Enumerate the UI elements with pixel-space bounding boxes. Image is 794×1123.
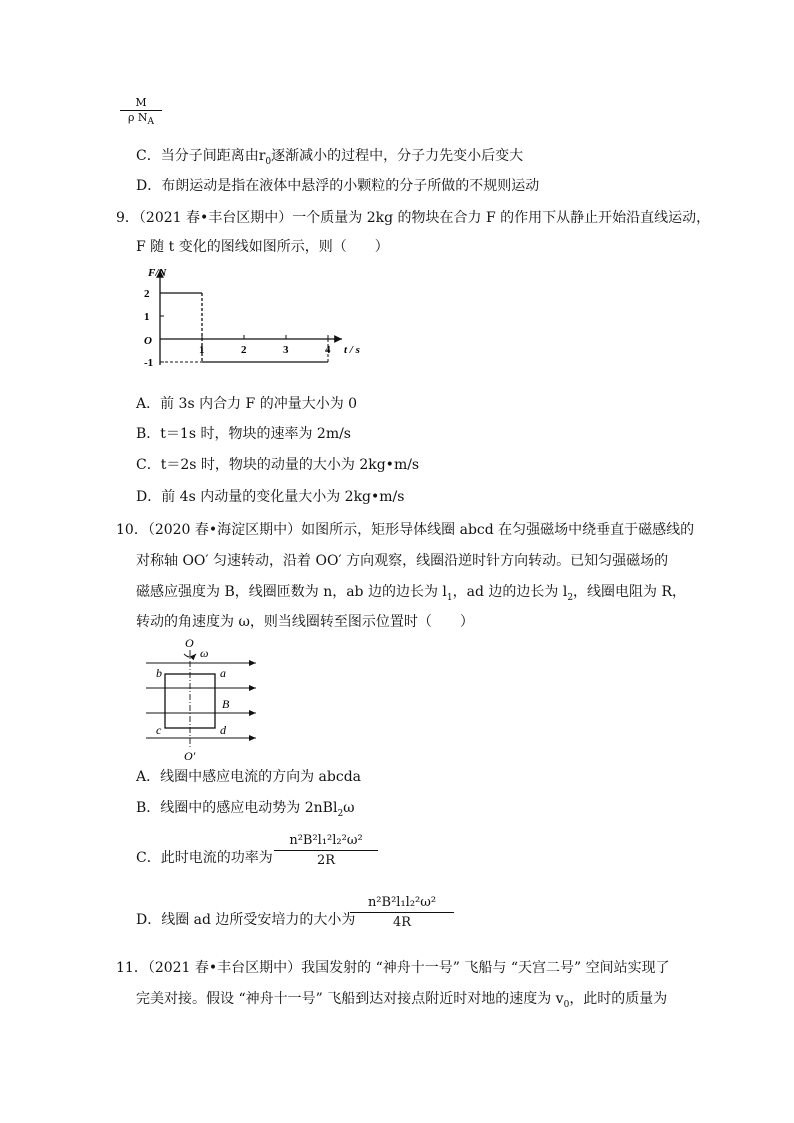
y-tick-label: 2 (144, 288, 150, 300)
x-tick-label: 3 (283, 344, 289, 356)
q9-option-d: D．前 4s 内动量的变化量大小为 2kg•m/s (136, 489, 405, 505)
label-B: B (222, 697, 230, 711)
q10-option-d-fraction (350, 895, 454, 930)
q10-stem-line3: 磁感应强度为 B，线圈匝数为 n，ab 边的边长为 $l_1$，ad 边的边长为 $l_2$，线圈电阻为 R， (136, 584, 687, 603)
top-fraction (120, 96, 162, 129)
q10-stem-line1: 10．（2020 春•海淀区期中）如图所示，矩形导体线圈 abcd 在匀强磁场中绕垂直于磁感线的 (116, 522, 695, 538)
coil-diagram (140, 636, 264, 764)
q10-option-d: D．线圈 ad 边所受安培力的大小为 (136, 912, 356, 928)
q10-option-a: A．线圈中感应电流的方向为 abcda (136, 769, 362, 785)
x-tick-label: 4 (325, 344, 331, 356)
label-omega: ω (200, 646, 209, 660)
y-tick-label: 1 (144, 311, 150, 323)
x-tick-label: 2 (241, 344, 247, 356)
label-b: b (156, 666, 162, 680)
y-tick-label: -1 (144, 357, 154, 369)
q9-option-c: C．t＝2s 时，物块的动量的大小为 2kg•m/s (136, 457, 420, 473)
q8-option-d: D．布朗运动是指在液体中悬浮的小颗粒的分子所做的不规则运动 (136, 178, 540, 194)
q9-option-a: A．前 3s 内合力 F 的冲量大小为 0 (136, 396, 358, 412)
fraction-numerator: n²B²l₁²l₂²ω² (274, 833, 378, 851)
y-axis-label: F/N (148, 267, 167, 279)
top-fraction-denominator: ρ $N_A$ (127, 111, 155, 128)
q9-stem-line1: 9．（2021 春•丰台区期中）一个质量为 2kg 的物块在合力 F 的作用下从静止开始沿直线运动， (116, 210, 711, 226)
label-a: a (220, 666, 226, 680)
x-tick-label: 1 (199, 344, 205, 356)
q9-stem-line2: F 随 t 变化的图线如图所示，则（ ） (136, 239, 389, 255)
force-time-chart (138, 264, 362, 374)
label-c: c (156, 723, 162, 737)
fraction-numerator: n²B²l₁l₂²ω² (350, 895, 454, 913)
fraction-denominator: 4R (392, 915, 412, 930)
label-o-bottom: O′ (184, 749, 196, 763)
q11-stem-line2: 完美对接。假设 “神舟十一号” 飞船到达对接点附近时对地的速度为 $v_0$，此时的质量为 (136, 991, 668, 1010)
x-axis-label: t / s (344, 344, 360, 356)
label-d: d (220, 723, 226, 737)
q10-option-b: B．线圈中的感应电动势为 2nBl$_2$ω (136, 800, 355, 819)
label-o-top: O (185, 636, 194, 650)
q8-option-c: C．当分子间距离由$r_0$逐渐减小的过程中，分子力先变小后变大 (136, 148, 524, 167)
q10-stem-line2: 对称轴 OO′ 匀速转动，沿着 OO′ 方向观察，线圈沿逆时针方向转动。已知匀强磁场的 (136, 553, 669, 569)
fraction-denominator: 2R (316, 853, 336, 868)
q9-option-b: B．t＝1s 时，物块的速率为 2m/s (136, 426, 351, 442)
q11-stem-line1: 11．（2021 春•丰台区期中）我国发射的 “神舟十一号” 飞船与 “天宫二号” 空间站实现了 (116, 960, 670, 976)
q10-option-c: C．此时电流的功率为 (136, 850, 273, 866)
origin-label: O (144, 335, 152, 347)
q10-stem-line4: 转动的角速度为 ω，则当线圈转至图示位置时（ ） (136, 614, 474, 630)
top-fraction-numerator: M (120, 96, 162, 111)
q10-option-c-fraction (274, 833, 378, 868)
